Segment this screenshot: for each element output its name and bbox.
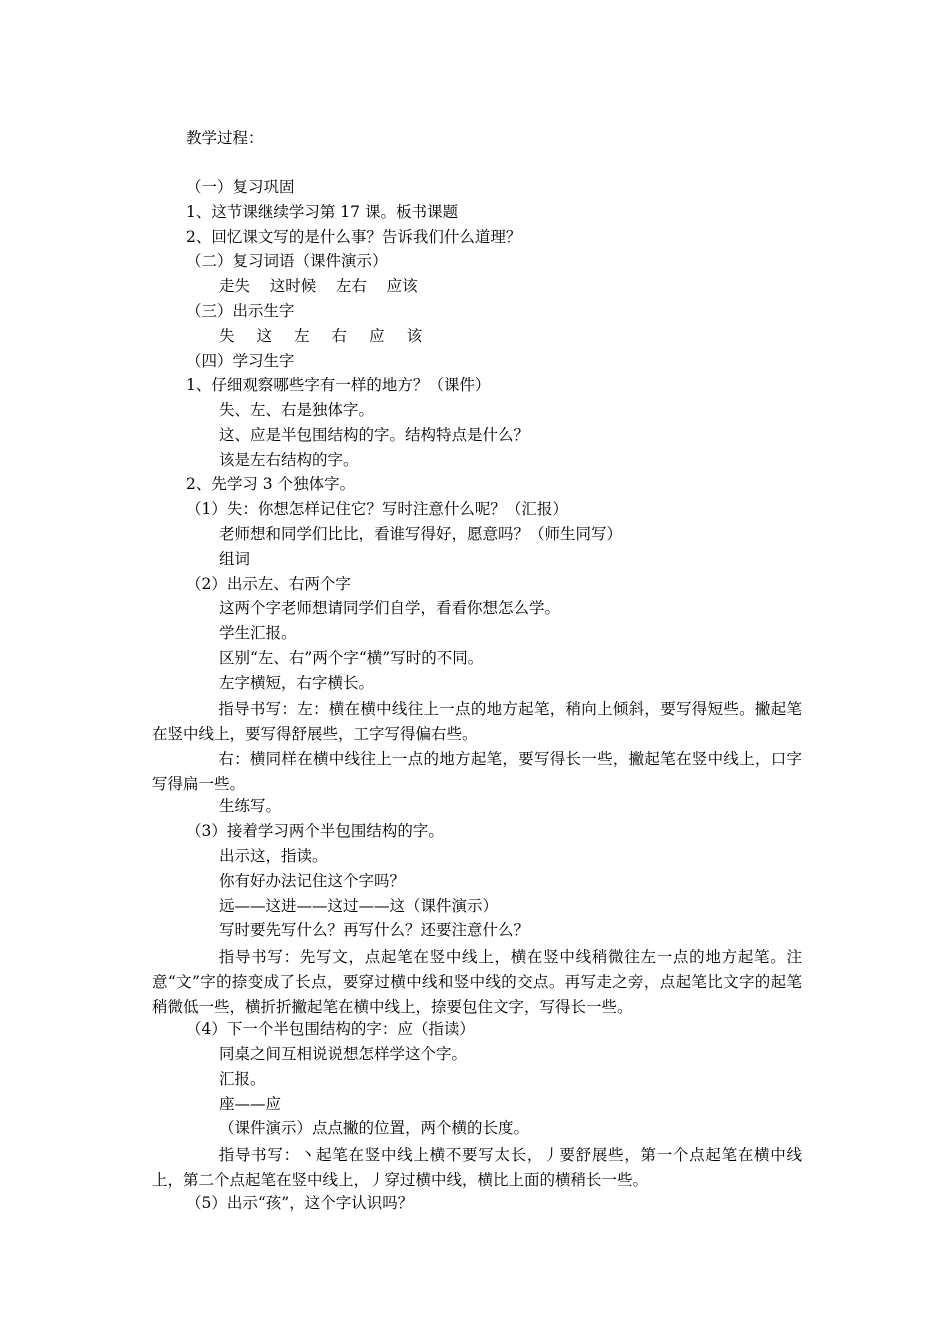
paragraph	[152, 747, 802, 797]
text-line: 生练写。	[219, 797, 282, 815]
paragraph-text: 指导书写：丶起笔在竖中线上横不要写太长，丿要舒展些，第一个点起笔在横中线上，第二个点起笔在竖中线上，丿穿过横中线，横比上面的横稍长一些。	[152, 1146, 802, 1189]
text-line: 你有好办法记住这个字吗？	[219, 872, 406, 890]
text-line: （3）接着学习两个半包围结构的字。	[186, 822, 444, 840]
text-line: 左字横短，右字横长。	[219, 674, 375, 692]
text-line: 该是左右结构的字。	[219, 451, 359, 469]
paragraph	[152, 697, 802, 747]
text-line: 1、仔细观察哪些字有一样的地方？（课件）	[186, 376, 491, 394]
paragraph	[152, 945, 802, 1019]
character: 这	[256, 327, 273, 345]
text-line: （课件演示）点点撇的位置，两个横的长度。	[219, 1119, 530, 1137]
text-line: 2、回忆课文写的是什么事？告诉我们什么道理？	[186, 228, 522, 246]
text-line: 写时要先写什么？再写什么？还要注意什么？	[219, 921, 530, 939]
text-line: 学生汇报。	[219, 624, 297, 642]
section-title: （一）复习巩固	[186, 178, 295, 196]
word-list: 走失 这时候 左右 应该	[219, 277, 418, 295]
text-line: （2）出示左、右两个字	[186, 575, 351, 593]
character: 该	[406, 327, 423, 345]
character: 右	[331, 327, 348, 345]
character: 应	[369, 327, 385, 345]
paragraph	[152, 1143, 802, 1193]
section-title: （三）出示生字	[186, 302, 295, 320]
section-title: （四）学习生字	[186, 352, 295, 370]
section-title: （二）复习词语（课件演示）	[186, 252, 388, 270]
text-line: 远——这进——这过——这（课件演示）	[219, 897, 499, 915]
character: 失	[219, 327, 235, 345]
character: 左	[294, 327, 310, 345]
text-line: 2、先学习 3 个独体字。	[186, 475, 356, 493]
text-line: （1）失：你想怎样记住它？写时注意什么呢？（汇报）	[186, 500, 568, 518]
text-line: 同桌之间互相说说想怎样学这个字。	[219, 1045, 468, 1063]
text-line: 组词	[219, 550, 251, 568]
character-list	[219, 326, 444, 346]
text-line: 1、这节课继续学习第 17 课。板书课题	[186, 203, 458, 221]
text-line: （4）下一个半包围结构的字：应（指读）	[186, 1020, 475, 1038]
text-line: （5）出示“孩”，这个字认识吗？	[186, 1194, 414, 1212]
text-line: 这两个字老师想请同学们自学，看看你想怎么学。	[219, 599, 561, 617]
section-heading: 教学过程：	[186, 129, 264, 147]
text-line: 失、左、右是独体字。	[219, 401, 375, 419]
paragraph-text: 指导书写：左：横在横中线往上一点的地方起笔，稍向上倾斜，要写得短些。撇起笔在竖中线上，要写得舒展些，工字写得偏右些。	[152, 700, 802, 743]
text-line: 座——应	[219, 1095, 282, 1113]
paragraph-text: 右：横同样在横中线往上一点的地方起笔，要写得长一些，撇起笔在竖中线上，口字写得扁一些。	[152, 750, 802, 793]
text-line: 区别“左、右”两个字“横”写时的不同。	[219, 649, 484, 667]
paragraph-text: 指导书写：先写文，点起笔在竖中线上，横在竖中线稍微往左一点的地方起笔。注意“文”字的捺变成了长点，要穿过横中线和竖中线的交点。再写走之旁，点起笔比文字的起笔稍微低一些，横折折撇起笔在横中线上，捺要包住文字，写得长一些。	[152, 948, 802, 1016]
text-line: 老师想和同学们比比，看谁写得好，愿意吗？（师生同写）	[219, 525, 623, 543]
text-line: 汇报。	[219, 1070, 266, 1088]
text-line: 这、应是半包围结构的字。结构特点是什么？	[219, 426, 530, 444]
text-line: 出示这，指读。	[219, 847, 328, 865]
